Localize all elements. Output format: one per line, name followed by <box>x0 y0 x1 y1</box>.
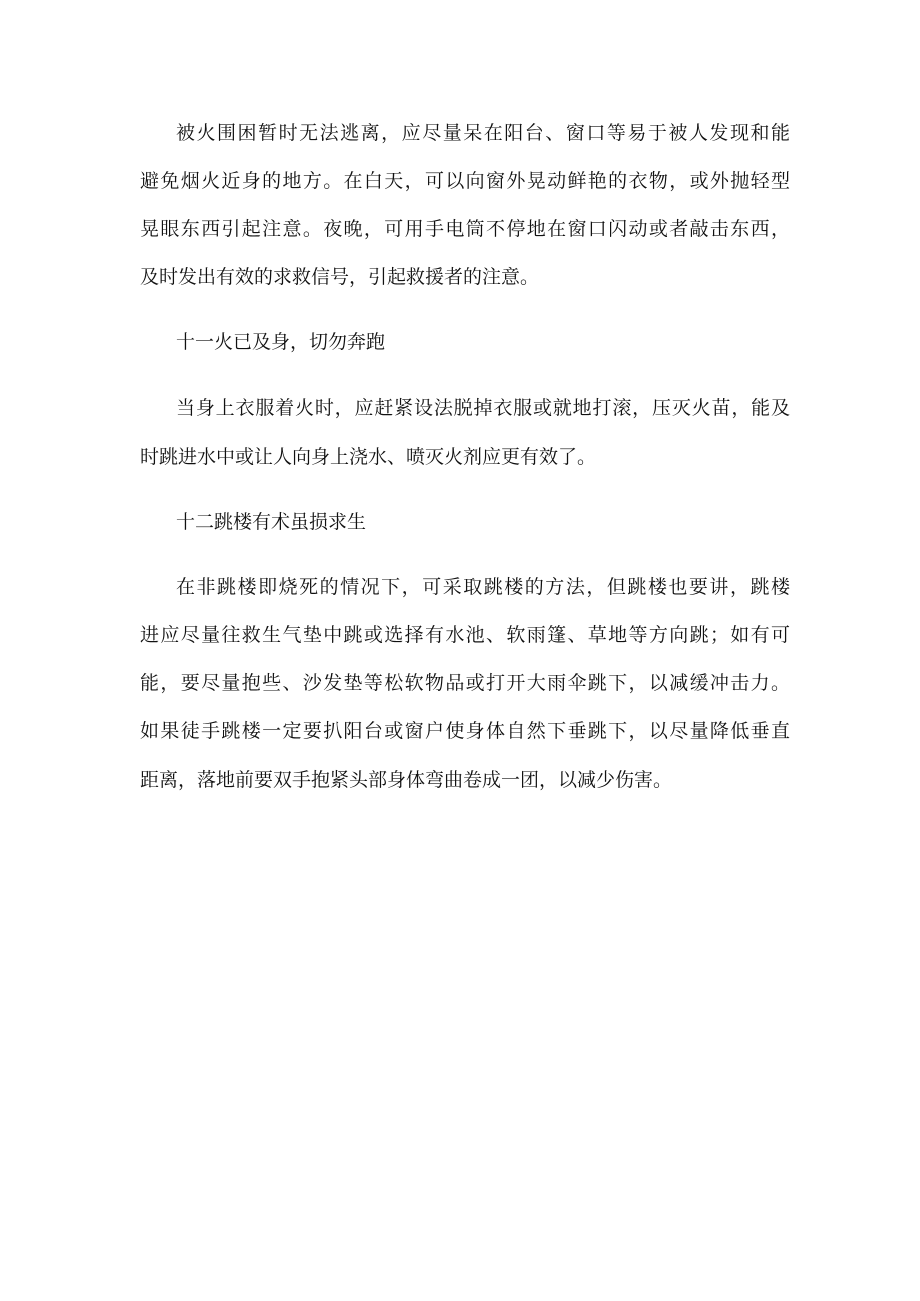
paragraph-1-line-3: 晃眼东西引起注意。夜晚，可用手电筒不停地在窗口闪动或者敲击东西， <box>140 218 790 240</box>
paragraph-1-line-1: 被火围困暂时无法逃离，应尽量呆在阳台、窗口等易于被人发现和能 <box>176 122 790 144</box>
paragraph-3-line-5: 距离，落地前要双手抱紧头部身体弯曲卷成一团，以减少伤害。 <box>140 769 673 791</box>
paragraph-2-line-1: 当身上衣服着火时，应赶紧设法脱掉衣服或就地打滚，压灭火苗，能及 <box>176 397 790 419</box>
paragraph-1-line-4: 及时发出有效的求救信号，引起救援者的注意。 <box>140 266 540 288</box>
section-heading-12: 十二跳楼有术虽损求生 <box>176 511 367 533</box>
section-heading-11: 十一火已及身，切勿奔跑 <box>176 331 386 353</box>
paragraph-3-line-4: 如果徒手跳楼一定要扒阳台或窗户使身体自然下垂跳下，以尽量降低垂直 <box>140 720 790 742</box>
paragraph-3-line-1: 在非跳楼即烧死的情况下，可采取跳楼的方法，但跳楼也要讲，跳楼 <box>176 576 790 598</box>
paragraph-2-line-2: 时跳进水中或让人向身上浇水、喷灭火剂应更有效了。 <box>140 446 597 468</box>
paragraph-3-line-3: 能，要尽量抱些、沙发垫等松软物品或打开大雨伞跳下，以减缓冲击力。 <box>140 672 790 694</box>
paragraph-3-line-2: 进应尽量往救生气垫中跳或选择有水池、软雨篷、草地等方向跳；如有可 <box>140 624 790 646</box>
paragraph-1-line-2: 避免烟火近身的地方。在白天，可以向窗外晃动鲜艳的衣物，或外抛轻型 <box>140 170 790 192</box>
